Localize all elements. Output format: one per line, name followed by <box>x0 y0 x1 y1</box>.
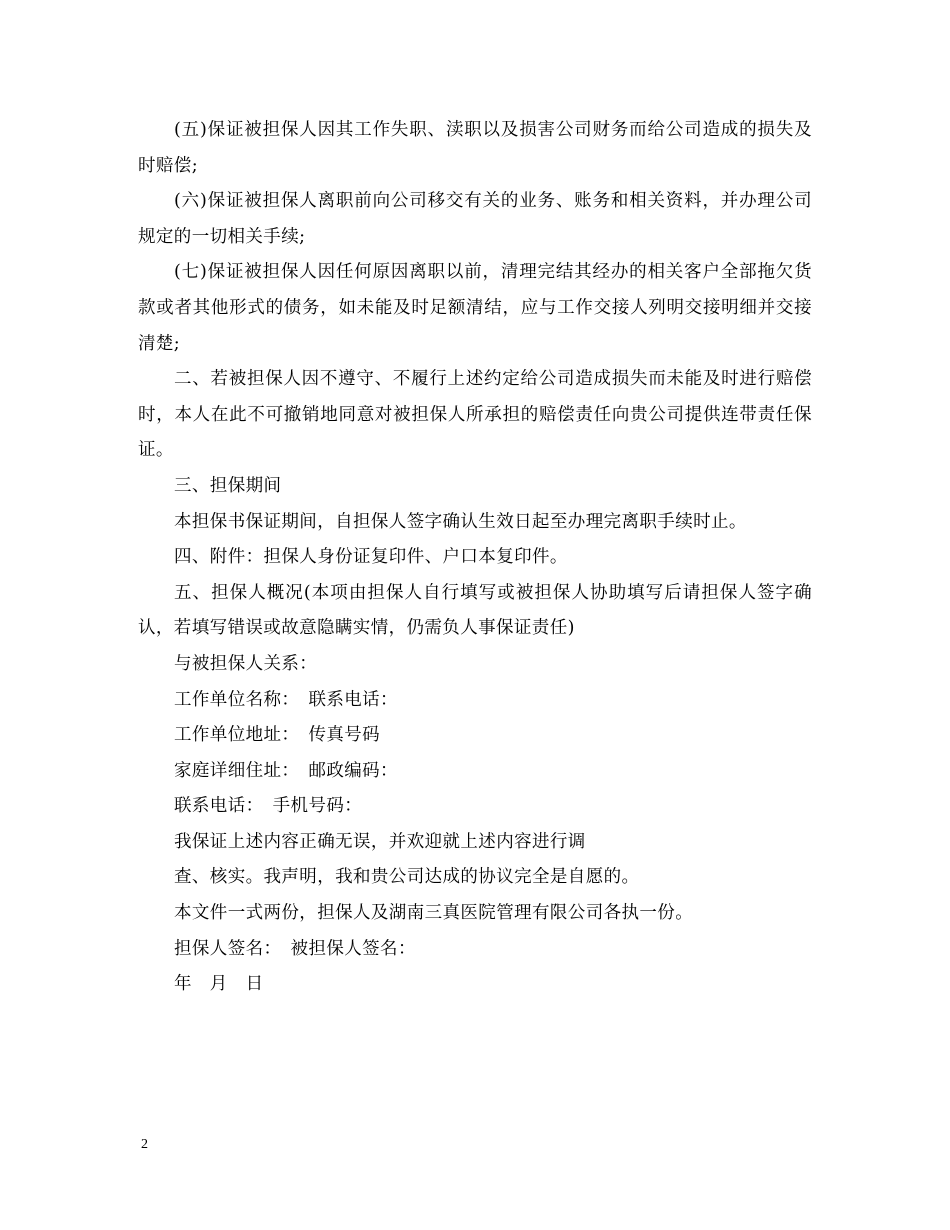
date-line: 年 月 日 <box>174 974 264 995</box>
guarantee-period-paragraph: 本担保书保证期间，自担保人签字确认生效日起至办理完离职手续时止。 <box>174 511 747 532</box>
page-number: 2 <box>141 1137 148 1152</box>
section-four-paragraph: 四、附件：担保人身份证复印件、户口本复印件。 <box>174 547 568 568</box>
declaration-line-two: 查、核实。我声明，我和贵公司达成的协议完全是自愿的。 <box>174 867 640 888</box>
section-five-paragraph: 五、担保人概况(本项由担保人自行填写或被担保人协助填写后请担保人签字确认，若填写错误或故意隐瞒实情，仍需负人事保证责任) <box>138 582 812 639</box>
relationship-field-label: 与被担保人关系： <box>174 653 318 674</box>
signature-line: 担保人签名： 被担保人签名： <box>174 938 416 959</box>
phone-field-label: 联系电话： 手机号码： <box>174 796 363 817</box>
employer-name-field-label: 工作单位名称： 联系电话： <box>174 689 398 710</box>
employer-address-field-label: 工作单位地址： 传真号码 <box>174 725 381 746</box>
home-address-field-label: 家庭详细住址： 邮政编码： <box>174 760 398 781</box>
clause-five-paragraph: (五)保证被担保人因其工作失职、渎职以及损害公司财务而给公司造成的损失及时赔偿; <box>138 120 812 176</box>
section-three-heading: 三、担保期间 <box>174 475 282 496</box>
clause-six-paragraph: (六)保证被担保人离职前向公司移交有关的业务、账务和相关资料，并办理公司规定的一切相关手续; <box>138 191 812 247</box>
section-two-paragraph: 二、若被担保人因不遵守、不履行上述约定给公司造成损失而未能及时进行赔偿时，本人在此不可撤销地同意对被担保人所承担的赔偿责任向贵公司提供连带责任保证。 <box>138 369 812 461</box>
copies-statement: 本文件一式两份，担保人及湖南三真医院管理有限公司各执一份。 <box>174 903 694 924</box>
clause-seven-paragraph: (七)保证被担保人因任何原因离职以前，清理完结其经办的相关客户全部拖欠货款或者其他形式的债务，如未能及时足额清结，应与工作交接人列明交接明细并交接清楚; <box>138 262 812 354</box>
declaration-line-one: 我保证上述内容正确无误，并欢迎就上述内容进行调 <box>174 831 586 852</box>
document-body <box>138 113 812 1003</box>
